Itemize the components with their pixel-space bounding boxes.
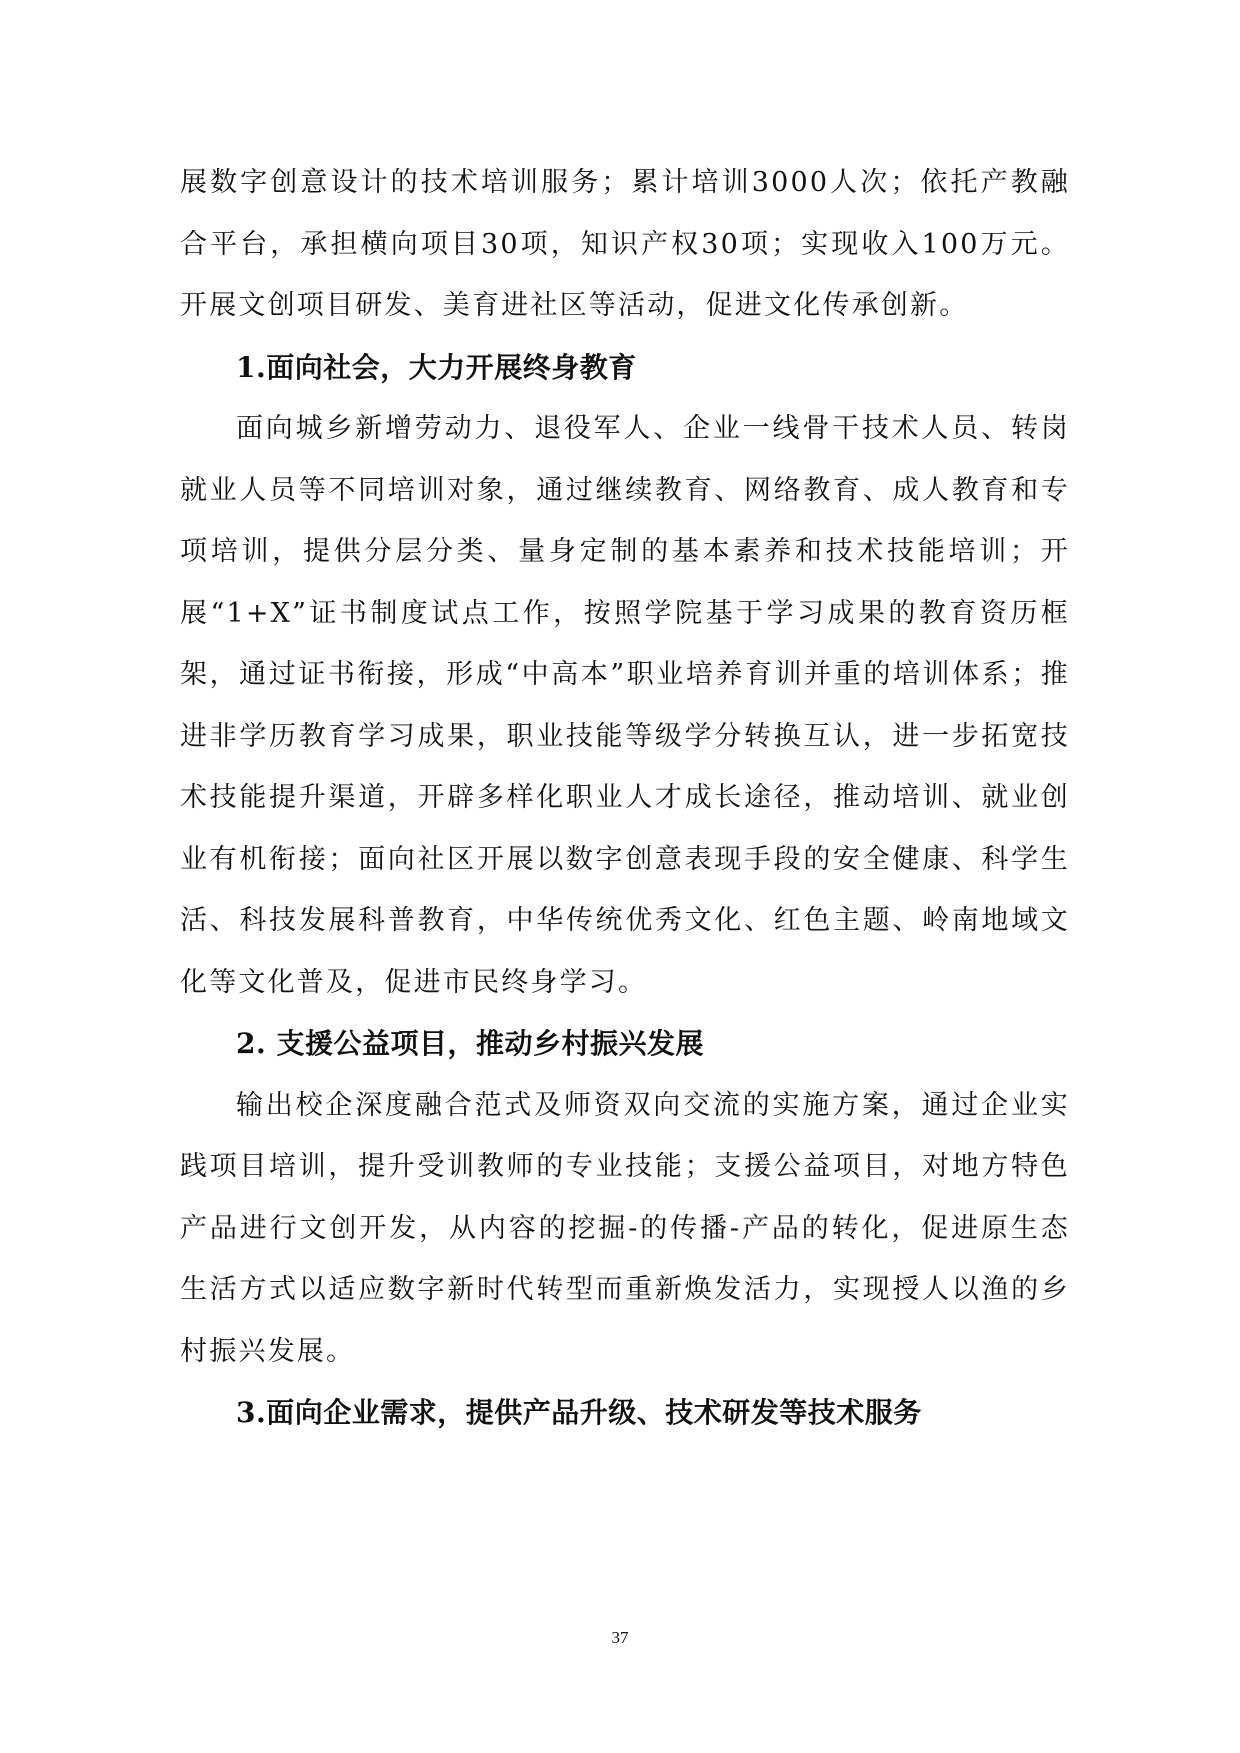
section-heading-3: 3.面向企业需求，提供产品升级、技术研发等技术服务 [236,1396,922,1429]
paragraph-continued: 展数字创意设计的技术培训服务；累计培训3000人次；依托产教融合平台，承担横向项目30项，知识产权30项；实现收入100万元。开展文创项目研发、美育进社区等活动，促进文化传承创新。 [180,167,1070,321]
page-number: 37 [611,1628,629,1647]
paragraph-rural-revitalization: 输出校企深度融合范式及师资双向交流的实施方案，通过企业实践项目培训，提升受训教师的专业技能；支援公益项目，对地方特色产品进行文创开发，从内容的挖掘-的传播-产品的转化，促进原生态生活方式以适应数字新时代转型而重新焕发活力，实现授人以渔的乡村振兴发展。 [180,1089,1070,1367]
section-heading-1: 1.面向社会，大力开展终身教育 [236,350,637,384]
page-body [180,152,1070,1444]
section-heading-2: 2. 支援公益项目，推动乡村振兴发展 [236,1027,704,1060]
paragraph-lifelong-education: 面向城乡新增劳动力、退役军人、企业一线骨干技术人员、转岗就业人员等不同培训对象，通过继续教育、网络教育、成人教育和专项培训，提供分层分类、量身定制的基本素养和技术技能培训；开展“1+X”证书制度试点工作，按照学院基于学习成果的教育资历框架，通过证书衔接，形成“中高本”职业培养育训并重的培训体系；推进非学历教育学习成果，职业技能等级学分转换互认，进一步拓宽技术技能提升渠道，开辟多样化职业人才成长途径，推动培训、就业创业有机衔接；面向社区开展以数字创意表现手段的安全健康、科学生活、科技发展科普教育，中华传统优秀文化、红色主题、岭南地域文化等文化普及，促进市民终身学习。 [180,413,1070,998]
